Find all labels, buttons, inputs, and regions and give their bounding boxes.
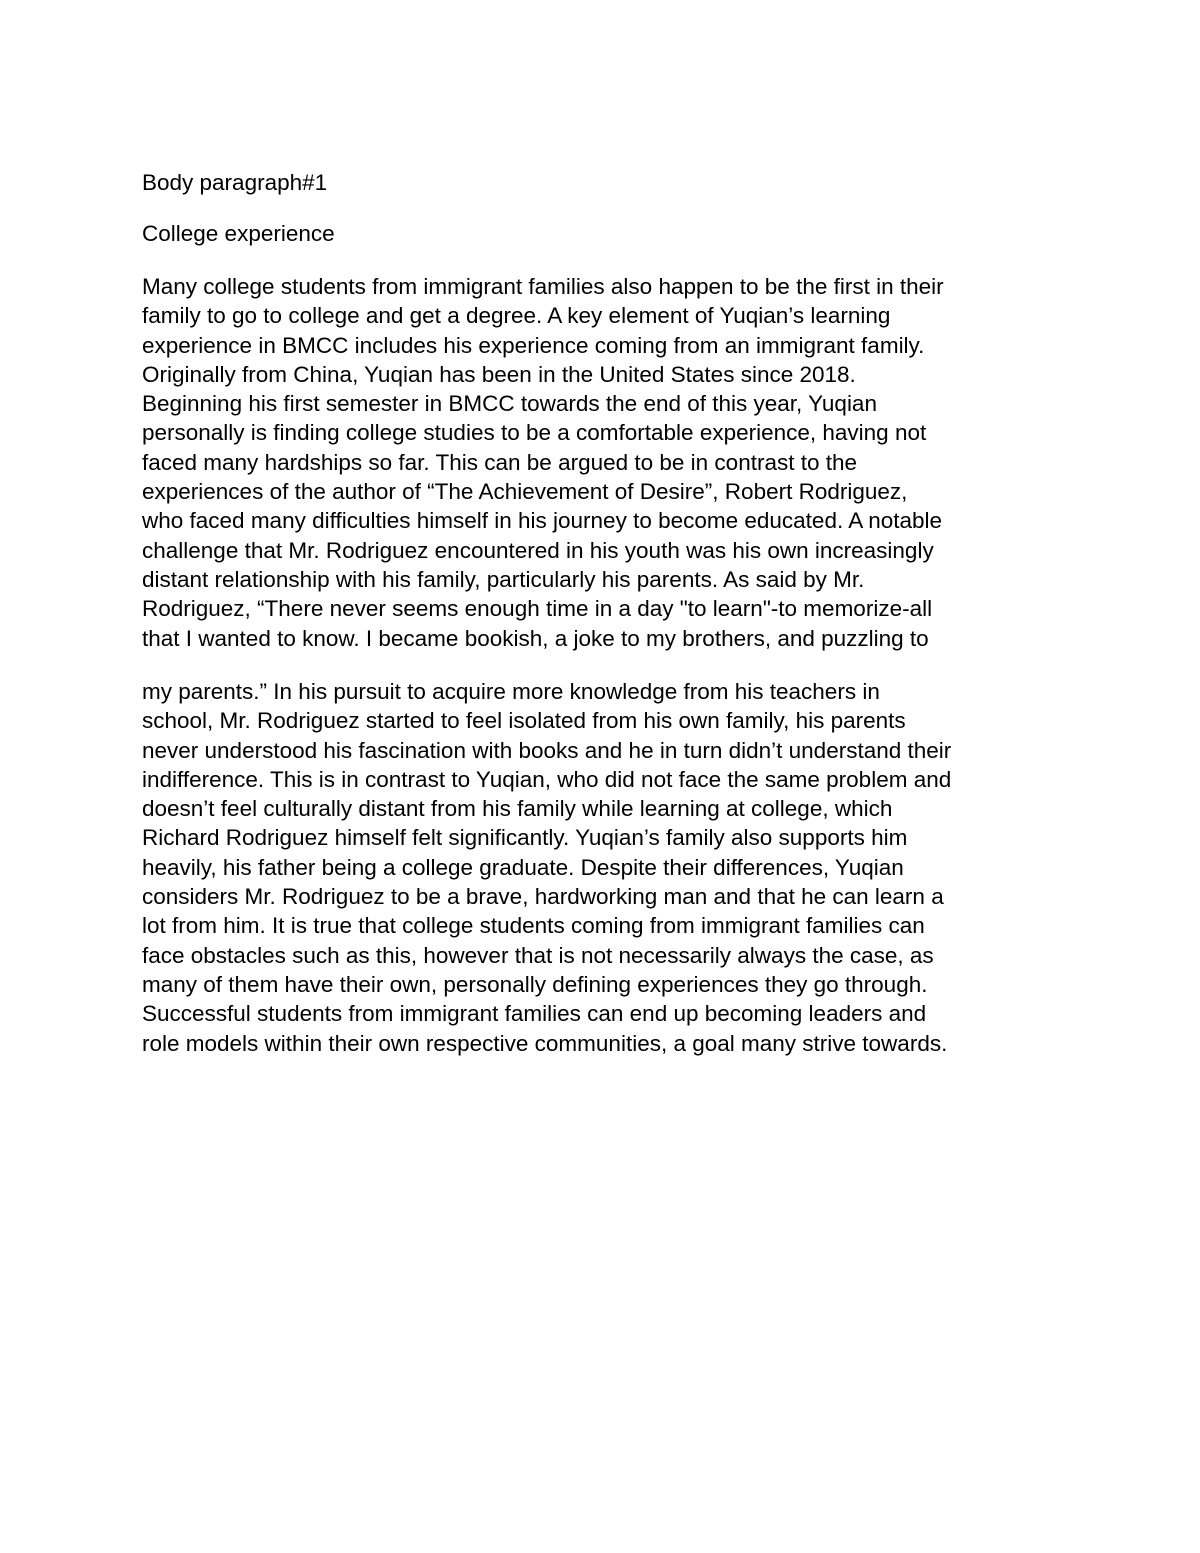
text-line: family to go to college and get a degree. A key element of Yuqian’s learning [142, 303, 891, 329]
text-line: considers Mr. Rodriguez to be a brave, hardworking man and that he can learn a [142, 884, 944, 910]
text-line: indifference. This is in contrast to Yuqian, who did not face the same problem and [142, 766, 952, 792]
text-line: Many college students from immigrant families also happen to be the first in their [142, 274, 944, 299]
text-line: that I wanted to know. I became bookish, a joke to my brothers, and puzzling to [142, 625, 929, 651]
text-line: experience in BMCC includes his experience coming from an immigrant family. [142, 332, 925, 358]
text-line: Rodriguez, “There never seems enough time in a day "to learn"-to memorize-all [142, 596, 933, 622]
text-line: heavily, his father being a college graduate. Despite their differences, Yuqian [142, 854, 904, 880]
text-line: faced many hardships so far. This can be argued to be in contrast to the [142, 449, 858, 475]
text-line: distant relationship with his family, particularly his parents. As said by Mr. [142, 566, 865, 592]
body-paragraph-part-2 [142, 677, 1102, 1058]
text-line: Originally from China, Yuqian has been in the United States since 2018. [142, 361, 856, 387]
text-line: never understood his fascination with books and he in turn didn’t understand their [142, 737, 952, 763]
text-line: Richard Rodriguez himself felt significantly. Yuqian’s family also supports him [142, 825, 908, 851]
text-line: Successful students from immigrant families can end up becoming leaders and [142, 1001, 927, 1027]
text-line: face obstacles such as this, however that is not necessarily always the case, as [142, 942, 934, 968]
body-paragraph-part-1 [142, 272, 1102, 653]
text-line: challenge that Mr. Rodriguez encountered in his youth was his own increasingly [142, 537, 934, 563]
text-line: role models within their own respective communities, a goal many strive towards. [142, 1030, 948, 1056]
text-line: personally is finding college studies to be a comfortable experience, having not [142, 420, 927, 446]
text-line: Beginning his first semester in BMCC towards the end of this year, Yuqian [142, 391, 877, 417]
text-line: my parents.” In his pursuit to acquire more knowledge from his teachers in [142, 679, 880, 704]
text-line: experiences of the author of “The Achievement of Desire”, Robert Rodriguez, [142, 479, 908, 505]
text-line: many of them have their own, personally defining experiences they go through. [142, 971, 928, 997]
text-line: school, Mr. Rodriguez started to feel isolated from his own family, his parents [142, 708, 906, 734]
text-line: doesn’t feel culturally distant from his family while learning at college, which [142, 796, 893, 822]
text-line: lot from him. It is true that college students coming from immigrant families can [142, 913, 925, 939]
text-line: who faced many difficulties himself in his journey to become educated. A notable [142, 508, 943, 534]
document-subheading: College experience [142, 221, 335, 246]
document-heading: Body paragraph#1 [142, 170, 328, 195]
